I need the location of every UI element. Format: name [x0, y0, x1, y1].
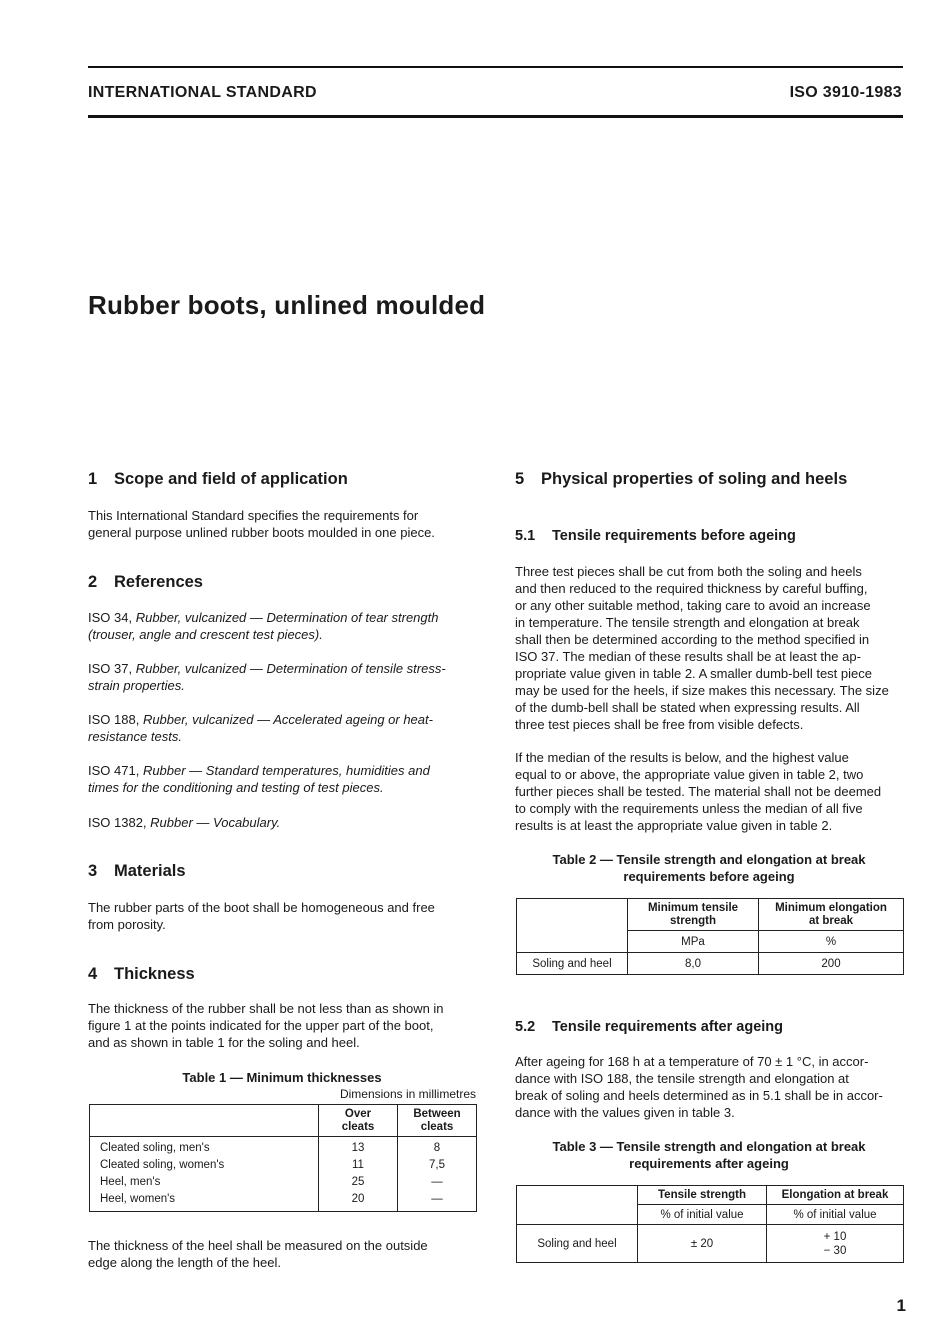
reference-iso1382: ISO 1382, Rubber — Vocabulary. — [88, 815, 281, 830]
section-5-1-paragraph-1: Three test pieces shall be cut from both the soling and heels and then reduced to the required thickness by careful buffing, or any other suitable method, taking care to avoid an increase in temperature. The tensile strength and elongation at break shall then be determined according to the method specified in ISO 37. The median of these results shall be at least the ap- propriate value given in table 2. A smaller dumb-bell test piece may be used for the heels, if size makes this necessary. The size of the dumb-bell shall be stated when expressing results. All three test pieces shall be free from visible defects. — [515, 564, 889, 732]
table-1-caption: Table 1 — Minimum thicknesses — [182, 1070, 382, 1085]
table-3-caption: Table 3 — Tensile strength and elongation at break requirements after ageing — [552, 1139, 866, 1171]
section-1-heading: 1 Scope and field of application — [88, 470, 348, 488]
section-5-heading: 5 Physical properties of soling and heels — [515, 470, 848, 488]
section-5-2-heading: 5.2 Tensile requirements after ageing — [515, 1019, 783, 1035]
reference-iso34: ISO 34, Rubber, vulcanized — Determination of tear strength (trouser, angle and crescent test pieces). — [88, 610, 439, 642]
table-3: Tensile strength Elongation at break % of initial value % of initial value Soling and heel ± 20 + 10 − 30 — [516, 1185, 904, 1263]
section-3-heading: 3 Materials — [88, 862, 186, 880]
header-right: ISO 3910-1983 — [789, 84, 902, 101]
section-4-heel-text: The thickness of the heel shall be measured on the outside edge along the length of the heel. — [88, 1238, 428, 1270]
reference-iso37: ISO 37, Rubber, vulcanized — Determination of tensile stress- strain properties. — [88, 661, 446, 693]
section-4-heading: 4 Thickness — [88, 965, 195, 983]
section-3-text: The rubber parts of the boot shall be homogeneous and free from porosity. — [88, 900, 435, 932]
section-1-text: This International Standard specifies the requirements for general purpose unlined rubber boots moulded in one piece. — [88, 508, 435, 540]
table-row: Heel, men's — [100, 1176, 161, 1188]
table-row: Cleated soling, women's — [100, 1159, 225, 1171]
table-2: Minimum tensile strength Minimum elongation at break MPa % Soling and heel 8,0 200 — [516, 898, 904, 975]
header-left: INTERNATIONAL STANDARD — [88, 84, 317, 101]
header-top-rule — [88, 66, 903, 68]
table-row: Cleated soling, men's — [100, 1142, 210, 1154]
section-5-1-paragraph-2: If the median of the results is below, and the highest value equal to or above, the appropriate value given in table 2, two further pieces shall be tested. The material shall not be deemed to comply with the requirements unless the median of all five results is at least the appropriate value given in table 2. — [515, 750, 882, 833]
reference-iso471: ISO 471, Rubber — Standard temperatures, humidities and times for the conditioning and testing of test pieces. — [88, 763, 430, 795]
table-row: Heel, women's — [100, 1193, 176, 1205]
document-title: Rubber boots, unlined moulded — [88, 290, 486, 320]
section-5-2-text: After ageing for 168 h at a temperature of 70 ± 1 °C, in accor- dance with ISO 188, the tensile strength and elongation at break of soling and heels determined as in 5.1 shall be in accor- dance with the values given in table 3. — [515, 1054, 883, 1120]
page-number: 1 — [896, 1296, 906, 1315]
table-row: Soling and heel ± 20 + 10 − 30 — [517, 1225, 904, 1263]
reference-iso188: ISO 188, Rubber, vulcanized — Accelerated ageing or heat- resistance tests. — [88, 712, 433, 744]
table-1: Over cleats Between cleats Cleated soling, men's Cleated soling, women's Heel, men's Heel, women's 13 11 25 20 8 7,5 — — — [89, 1104, 477, 1212]
section-2-heading: 2 References — [88, 573, 203, 591]
section-5-1-heading: 5.1 Tensile requirements before ageing — [515, 528, 796, 544]
header-bottom-rule — [88, 115, 903, 118]
table-2-caption: Table 2 — Tensile strength and elongation at break requirements before ageing — [552, 852, 866, 884]
section-4-text: The thickness of the rubber shall be not less than as shown in figure 1 at the points indicated for the upper part of the boot, and as shown in table 1 for the soling and heel. — [88, 1001, 444, 1050]
table-1-units: Dimensions in millimetres — [339, 1087, 476, 1101]
table-row: Soling and heel 8,0 200 — [517, 953, 904, 975]
